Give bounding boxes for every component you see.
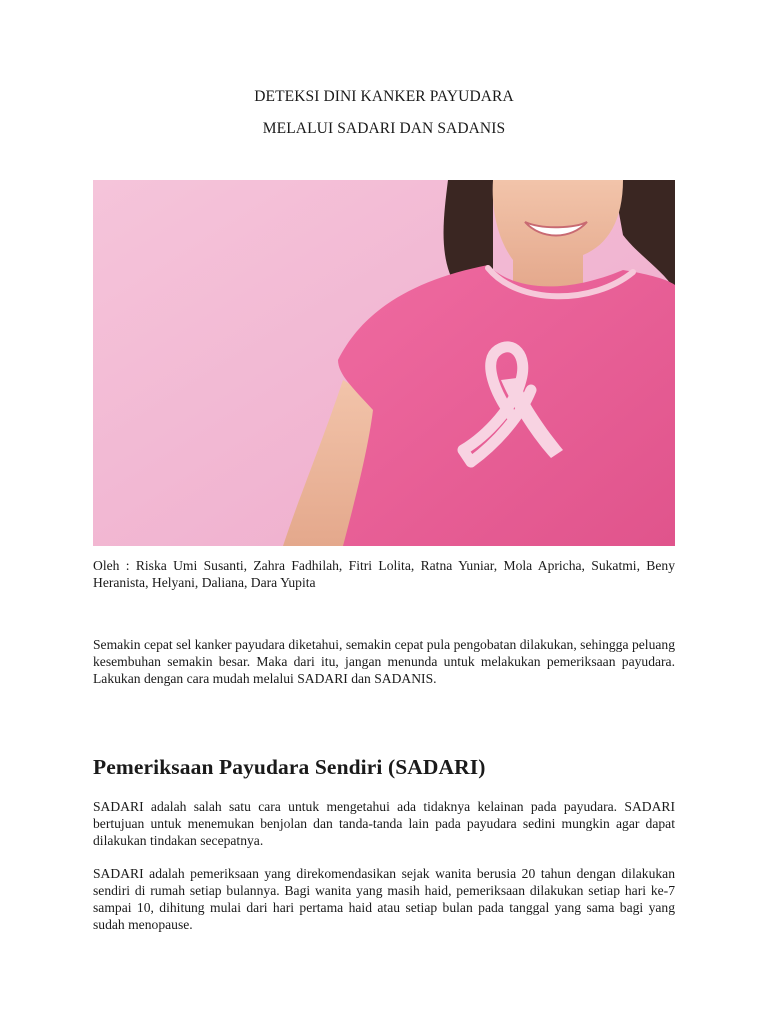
cover-illustration <box>93 180 675 546</box>
intro-paragraph: Semakin cepat sel kanker payudara diketahui, semakin cepat pula pengobatan dilakukan, sehingga peluang kesembuhan semakin besar. Maka dari itu, jangan menunda untuk melakukan pemeriksaan payudara. Lakukan dengan cara mudah melalui SADARI dan SADANIS. <box>93 637 675 686</box>
cover-photo <box>93 180 675 546</box>
section-heading: Pemeriksaan Payudara Sendiri (SADARI) <box>93 755 486 779</box>
document-title-line1: DETEKSI DINI KANKER PAYUDARA <box>254 88 514 105</box>
sadari-paragraph-1: SADARI adalah salah satu cara untuk mengetahui ada tidaknya kelainan pada payudara. SADARI bertujuan untuk menemukan benjolan dan tanda-tanda lain pada payudara sedini mungkin agar dapat dilakukan tindakan secepatnya. <box>93 799 675 848</box>
authors-paragraph: Oleh : Riska Umi Susanti, Zahra Fadhilah, Fitri Lolita, Ratna Yuniar, Mola Apricha, Sukatmi, Beny Heranista, Helyani, Daliana, Dara Yupita <box>93 558 675 590</box>
sadari-paragraph-2: SADARI adalah pemeriksaan yang direkomendasikan sejak wanita berusia 20 tahun dengan dilakukan sendiri di rumah setiap bulannya. Bagi wanita yang masih haid, pemeriksaan dilakukan setiap hari ke-7 sampai 10, dihitung mulai dari hari pertama haid atau setiap bulan pada tanggal yang sama bagi yang sudah menopause. <box>93 866 675 932</box>
document-title-line2: MELALUI SADARI DAN SADANIS <box>262 120 506 137</box>
